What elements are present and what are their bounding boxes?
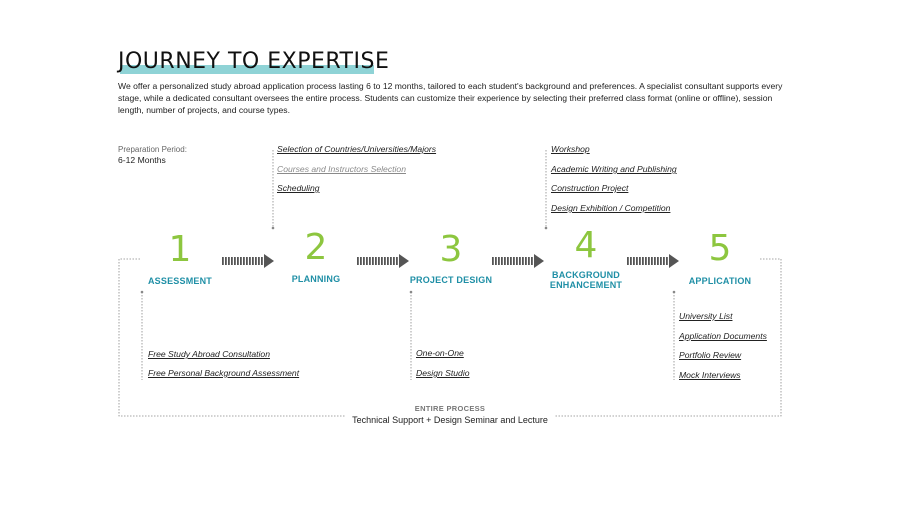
stage-3-name: PROJECT DESIGN — [409, 275, 493, 285]
preparation-label: Preparation Period: — [118, 145, 187, 154]
stage-5-item[interactable]: Portfolio Review — [679, 350, 742, 360]
stage-2-item[interactable]: Courses and Instructors Selection — [277, 164, 406, 174]
stage-1-name: ASSESSMENT — [147, 276, 212, 286]
intro-paragraph: We offer a personalized study abroad application process lasting 6 to 12 months, tailored to each student's background and preferences. A specialist consultant supports every stage, while a dedicated consultant oversees the entire process. Students can customize their experience by selecting their preferred class format (online or offline), session length, number of projects, and course types. — [118, 81, 783, 115]
stage-3-item[interactable]: Design Studio — [416, 368, 470, 378]
stage-5-item[interactable]: Application Documents — [679, 331, 767, 341]
arrow-1-2 — [222, 254, 274, 268]
preparation-value: 6-12 Months — [118, 155, 166, 165]
stage-4-item[interactable]: Academic Writing and Publishing — [551, 164, 677, 174]
entire-process-label: ENTIRE PROCESS — [414, 404, 486, 413]
arrow-2-3 — [357, 254, 409, 268]
stage-4-number: 4 — [574, 225, 598, 266]
stage-2-item[interactable]: Scheduling — [277, 183, 320, 193]
stage-2-name: PLANNING — [291, 274, 341, 284]
stage-4-item[interactable]: Workshop — [551, 144, 590, 154]
page-title: JOURNEY TO EXPERTISE — [118, 49, 390, 74]
stage-5-item[interactable]: Mock Interviews — [679, 370, 741, 380]
stage-2-number: 2 — [304, 227, 328, 268]
entire-process-text: Technical Support + Design Seminar and Lecture — [352, 415, 548, 425]
stage-3-item[interactable]: One-on-One — [416, 348, 464, 358]
stage-4-item[interactable]: Design Exhibition / Competition — [551, 203, 671, 213]
title-block — [118, 50, 389, 74]
stage-5-name: APPLICATION — [688, 276, 752, 286]
stage-4-name: BACKGROUND ENHANCEMENT — [549, 270, 623, 290]
stage-5-item[interactable]: University List — [679, 311, 733, 321]
stage-3-number: 3 — [439, 229, 463, 270]
arrow-3-4 — [492, 254, 544, 268]
stage-1-number: 1 — [168, 229, 192, 270]
stage-4-item[interactable]: Construction Project — [551, 183, 629, 193]
stage-1-item[interactable]: Free Study Abroad Consultation — [148, 349, 270, 359]
stage-1-item[interactable]: Free Personal Background Assessment — [148, 368, 300, 378]
stage-2-item[interactable]: Selection of Countries/Universities/Majors — [277, 144, 437, 154]
stage-5-number: 5 — [708, 228, 732, 269]
arrow-4-5 — [627, 254, 679, 268]
